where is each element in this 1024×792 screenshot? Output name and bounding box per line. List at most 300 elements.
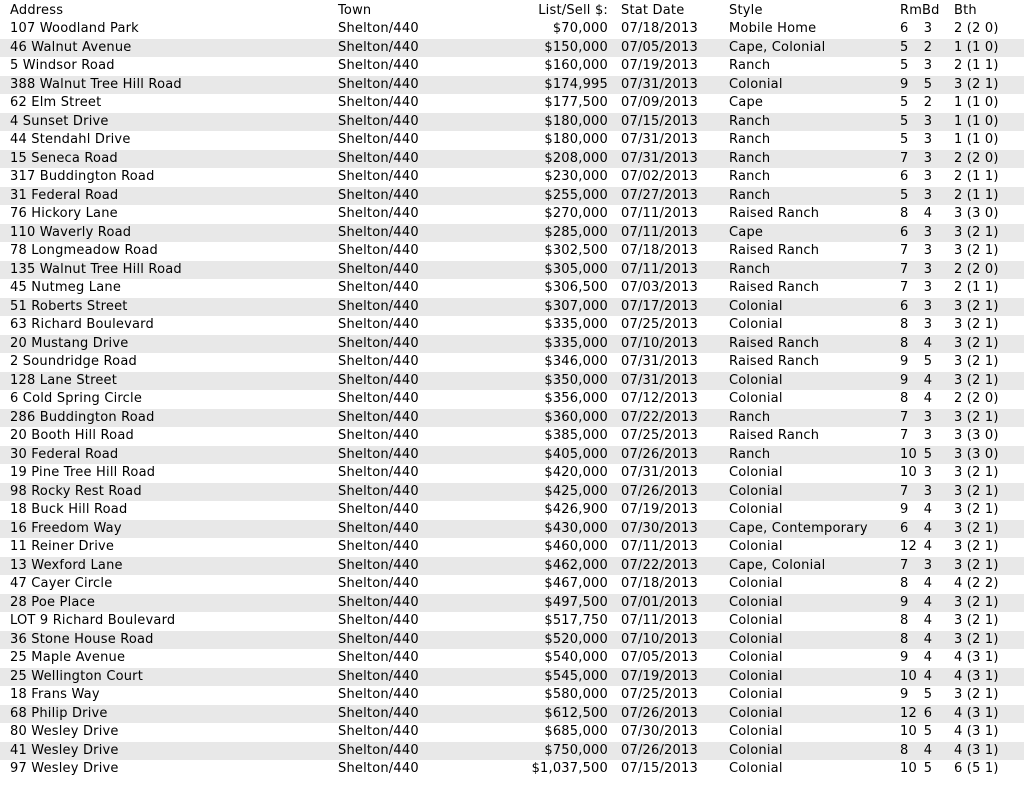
column-header-price: List/Sell $:: [538, 3, 608, 18]
cell-bedrooms: 5: [923, 724, 933, 739]
cell-date: 07/30/2013: [621, 724, 698, 739]
cell-baths: 3 (2 1): [954, 298, 999, 314]
cell-date: 07/18/2013: [621, 576, 698, 591]
cell-bedrooms: 5: [923, 354, 933, 369]
cell-date: 07/09/2013: [621, 95, 698, 110]
table-row: [0, 668, 1024, 687]
cell-bedrooms: 4: [923, 391, 933, 406]
cell-price: $174,995: [544, 76, 608, 92]
cell-date: 07/26/2013: [621, 742, 698, 758]
cell-price: $270,000: [544, 206, 608, 221]
table-row: [0, 594, 1024, 613]
cell-rooms: 8: [900, 391, 909, 406]
cell-address: 128 Lane Street: [10, 372, 118, 388]
cell-bedrooms: 4: [923, 372, 933, 388]
cell-bedrooms: 4: [923, 520, 933, 536]
table-row: [0, 113, 1024, 132]
cell-address: 11 Reiner Drive: [10, 539, 115, 554]
cell-baths: 3 (2 1): [954, 502, 999, 517]
table-row: [0, 742, 1024, 761]
cell-style: Colonial: [729, 650, 783, 665]
table-body: [0, 20, 1024, 779]
cell-date: 07/11/2013: [621, 539, 698, 554]
cell-date: 07/18/2013: [621, 243, 698, 258]
cell-style: Colonial: [729, 317, 783, 332]
table-row: [0, 723, 1024, 742]
cell-bedrooms: 4: [923, 742, 933, 758]
cell-style: Raised Ranch: [729, 206, 820, 221]
cell-price: $685,000: [544, 724, 608, 739]
cell-price: $360,000: [544, 409, 608, 425]
table-row: [0, 20, 1024, 39]
cell-bedrooms: 5: [923, 76, 933, 92]
cell-bedrooms: 3: [923, 243, 933, 258]
cell-bedrooms: 4: [923, 502, 933, 517]
cell-rooms: 10: [900, 668, 917, 684]
cell-price: $255,000: [544, 187, 608, 203]
cell-bedrooms: 3: [923, 150, 933, 166]
cell-bedrooms: 3: [923, 21, 933, 36]
cell-date: 07/15/2013: [621, 113, 698, 129]
table-row: [0, 409, 1024, 428]
cell-address: 28 Poe Place: [10, 594, 96, 610]
cell-town: Shelton/440: [338, 650, 419, 665]
table-row: [0, 57, 1024, 76]
cell-town: Shelton/440: [338, 132, 419, 147]
cell-date: 07/10/2013: [621, 335, 698, 351]
cell-style: Colonial: [729, 539, 783, 554]
cell-bedrooms: 2: [923, 39, 933, 55]
cell-address: 30 Federal Road: [10, 446, 119, 462]
cell-baths: 3 (3 0): [954, 446, 999, 462]
cell-date: 07/15/2013: [621, 761, 698, 776]
cell-bedrooms: 4: [923, 539, 933, 554]
cell-style: Ranch: [729, 58, 771, 73]
cell-price: $425,000: [544, 483, 608, 499]
cell-town: Shelton/440: [338, 58, 419, 73]
table-row: [0, 187, 1024, 206]
cell-style: Colonial: [729, 631, 783, 647]
cell-baths: 3 (3 0): [954, 428, 999, 443]
cell-town: Shelton/440: [338, 576, 419, 591]
cell-bedrooms: 6: [923, 705, 933, 721]
cell-bedrooms: 3: [923, 113, 933, 129]
cell-rooms: 12: [900, 705, 917, 721]
cell-rooms: 6: [900, 298, 909, 314]
cell-address: 44 Stendahl Drive: [10, 132, 131, 147]
cell-date: 07/12/2013: [621, 391, 698, 406]
cell-price: $545,000: [544, 668, 608, 684]
cell-date: 07/25/2013: [621, 428, 698, 443]
cell-rooms: 7: [900, 150, 909, 166]
table-row: [0, 76, 1024, 95]
cell-bedrooms: 3: [923, 428, 933, 443]
cell-town: Shelton/440: [338, 631, 419, 647]
cell-rooms: 6: [900, 21, 909, 36]
cell-town: Shelton/440: [338, 187, 419, 203]
cell-rooms: 8: [900, 317, 909, 332]
cell-baths: 2 (2 0): [954, 150, 999, 166]
cell-bedrooms: 5: [923, 446, 933, 462]
cell-address: 15 Seneca Road: [10, 150, 118, 166]
cell-bedrooms: 3: [923, 261, 933, 277]
cell-baths: 3 (2 1): [954, 557, 999, 573]
cell-baths: 3 (2 1): [954, 354, 999, 369]
cell-bedrooms: 3: [923, 298, 933, 314]
cell-style: Colonial: [729, 502, 783, 517]
cell-town: Shelton/440: [338, 428, 419, 443]
cell-bedrooms: 5: [923, 761, 933, 776]
cell-address: 16 Freedom Way: [10, 520, 122, 536]
cell-style: Colonial: [729, 687, 783, 702]
cell-bedrooms: 3: [923, 169, 933, 184]
cell-baths: 4 (3 1): [954, 724, 999, 739]
cell-date: 07/27/2013: [621, 187, 698, 203]
cell-town: Shelton/440: [338, 317, 419, 332]
cell-rooms: 5: [900, 132, 909, 147]
cell-baths: 3 (2 1): [954, 243, 999, 258]
cell-price: $430,000: [544, 520, 608, 536]
cell-baths: 2 (1 1): [954, 169, 999, 184]
cell-address: 76 Hickory Lane: [10, 206, 118, 221]
cell-bedrooms: 4: [923, 631, 933, 647]
cell-bedrooms: 4: [923, 576, 933, 591]
column-header-address: Address: [10, 3, 64, 18]
column-header-baths: Bth: [954, 3, 977, 18]
cell-town: Shelton/440: [338, 243, 419, 258]
cell-rooms: 5: [900, 113, 909, 129]
cell-bedrooms: 4: [923, 206, 933, 221]
table-row: [0, 464, 1024, 483]
cell-address: 20 Mustang Drive: [10, 335, 129, 351]
table-row: [0, 335, 1024, 354]
table-row: [0, 131, 1024, 150]
table-row: [0, 705, 1024, 724]
cell-rooms: 12: [900, 539, 917, 554]
cell-bedrooms: 3: [923, 132, 933, 147]
cell-baths: 1 (1 0): [954, 132, 999, 147]
cell-price: $467,000: [544, 576, 608, 591]
cell-town: Shelton/440: [338, 465, 419, 480]
cell-price: $177,500: [544, 95, 608, 110]
cell-address: 6 Cold Spring Circle: [10, 391, 143, 406]
cell-town: Shelton/440: [338, 613, 419, 628]
cell-price: $302,500: [544, 243, 608, 258]
cell-rooms: 5: [900, 95, 909, 110]
cell-address: 20 Booth Hill Road: [10, 428, 134, 443]
cell-style: Raised Ranch: [729, 335, 820, 351]
column-header-rooms: Rm: [900, 3, 923, 18]
cell-rooms: 10: [900, 761, 917, 776]
cell-style: Colonial: [729, 298, 783, 314]
cell-price: $285,000: [544, 224, 608, 240]
table-row: [0, 316, 1024, 335]
cell-style: Ranch: [729, 132, 771, 147]
table-row: [0, 649, 1024, 668]
cell-address: 286 Buddington Road: [10, 409, 155, 425]
table-row: [0, 427, 1024, 446]
cell-address: 78 Longmeadow Road: [10, 243, 158, 258]
cell-rooms: 9: [900, 650, 909, 665]
cell-baths: 3 (2 1): [954, 520, 999, 536]
cell-rooms: 7: [900, 428, 909, 443]
table-row: [0, 538, 1024, 557]
cell-style: Colonial: [729, 391, 783, 406]
cell-price: $420,000: [544, 465, 608, 480]
cell-town: Shelton/440: [338, 169, 419, 184]
cell-style: Ranch: [729, 113, 771, 129]
cell-date: 07/22/2013: [621, 557, 698, 573]
cell-date: 07/26/2013: [621, 705, 698, 721]
cell-price: $180,000: [544, 132, 608, 147]
cell-address: 31 Federal Road: [10, 187, 119, 203]
cell-town: Shelton/440: [338, 372, 419, 388]
cell-bedrooms: 3: [923, 187, 933, 203]
table-row: [0, 39, 1024, 58]
cell-town: Shelton/440: [338, 557, 419, 573]
cell-style: Colonial: [729, 668, 783, 684]
cell-style: Colonial: [729, 705, 783, 721]
cell-town: Shelton/440: [338, 724, 419, 739]
cell-town: Shelton/440: [338, 705, 419, 721]
cell-style: Mobile Home: [729, 21, 817, 36]
cell-style: Raised Ranch: [729, 280, 820, 295]
table-row: [0, 94, 1024, 113]
cell-price: $520,000: [544, 631, 608, 647]
cell-style: Colonial: [729, 724, 783, 739]
cell-date: 07/31/2013: [621, 76, 698, 92]
cell-town: Shelton/440: [338, 742, 419, 758]
cell-address: 4 Sunset Drive: [10, 113, 109, 129]
cell-price: $405,000: [544, 446, 608, 462]
cell-price: $346,000: [544, 354, 608, 369]
cell-price: $180,000: [544, 113, 608, 129]
cell-rooms: 10: [900, 446, 917, 462]
table-row: [0, 242, 1024, 261]
cell-address: 5 Windsor Road: [10, 58, 115, 73]
cell-baths: 3 (2 1): [954, 687, 999, 702]
cell-date: 07/25/2013: [621, 317, 698, 332]
cell-baths: 1 (1 0): [954, 39, 999, 55]
cell-style: Raised Ranch: [729, 243, 820, 258]
cell-price: $517,750: [544, 613, 608, 628]
cell-style: Colonial: [729, 761, 783, 776]
cell-bedrooms: 3: [923, 58, 933, 73]
cell-date: 07/10/2013: [621, 631, 698, 647]
cell-style: Colonial: [729, 76, 783, 92]
sales-report-table: [0, 2, 1024, 779]
table-row: [0, 298, 1024, 317]
cell-town: Shelton/440: [338, 298, 419, 314]
cell-baths: 4 (3 1): [954, 668, 999, 684]
cell-price: $350,000: [544, 372, 608, 388]
table-row: [0, 261, 1024, 280]
cell-town: Shelton/440: [338, 150, 419, 166]
cell-baths: 1 (1 0): [954, 95, 999, 110]
cell-baths: 3 (2 1): [954, 76, 999, 92]
cell-baths: 3 (2 1): [954, 372, 999, 388]
cell-style: Cape: [729, 95, 764, 110]
cell-style: Colonial: [729, 742, 783, 758]
cell-address: 317 Buddington Road: [10, 169, 155, 184]
cell-price: $160,000: [544, 58, 608, 73]
cell-date: 07/31/2013: [621, 372, 698, 388]
cell-bedrooms: 4: [923, 335, 933, 351]
cell-address: 62 Elm Street: [10, 95, 102, 110]
cell-price: $460,000: [544, 539, 608, 554]
cell-bedrooms: 3: [923, 224, 933, 240]
cell-baths: 4 (3 1): [954, 705, 999, 721]
cell-style: Ranch: [729, 169, 771, 184]
cell-address: 68 Philip Drive: [10, 705, 108, 721]
cell-style: Ranch: [729, 150, 771, 166]
cell-town: Shelton/440: [338, 391, 419, 406]
cell-town: Shelton/440: [338, 594, 419, 610]
cell-town: Shelton/440: [338, 21, 419, 36]
cell-rooms: 6: [900, 169, 909, 184]
table-row: [0, 205, 1024, 224]
cell-baths: 6 (5 1): [954, 761, 999, 776]
cell-rooms: 7: [900, 483, 909, 499]
cell-town: Shelton/440: [338, 335, 419, 351]
cell-baths: 3 (2 1): [954, 613, 999, 628]
cell-date: 07/31/2013: [621, 465, 698, 480]
cell-baths: 2 (2 0): [954, 261, 999, 277]
cell-rooms: 8: [900, 335, 909, 351]
cell-rooms: 7: [900, 409, 909, 425]
cell-address: 47 Cayer Circle: [10, 576, 113, 591]
cell-town: Shelton/440: [338, 39, 419, 55]
cell-date: 07/25/2013: [621, 687, 698, 702]
cell-style: Ranch: [729, 446, 771, 462]
cell-address: 18 Buck Hill Road: [10, 502, 128, 517]
cell-date: 07/30/2013: [621, 520, 698, 536]
table-row: [0, 501, 1024, 520]
cell-town: Shelton/440: [338, 206, 419, 221]
cell-style: Ranch: [729, 187, 771, 203]
table-row: [0, 150, 1024, 169]
cell-address: 80 Wesley Drive: [10, 724, 119, 739]
cell-town: Shelton/440: [338, 668, 419, 684]
cell-rooms: 8: [900, 742, 909, 758]
cell-address: 25 Maple Avenue: [10, 650, 126, 665]
cell-baths: 3 (2 1): [954, 409, 999, 425]
cell-style: Ranch: [729, 261, 771, 277]
cell-address: 135 Walnut Tree Hill Road: [10, 261, 182, 277]
cell-rooms: 9: [900, 594, 909, 610]
column-header-town: Town: [338, 3, 372, 18]
cell-town: Shelton/440: [338, 409, 419, 425]
cell-town: Shelton/440: [338, 76, 419, 92]
cell-price: $307,000: [544, 298, 608, 314]
cell-address: 97 Wesley Drive: [10, 761, 119, 776]
cell-date: 07/19/2013: [621, 502, 698, 517]
cell-style: Raised Ranch: [729, 354, 820, 369]
cell-price: $305,000: [544, 261, 608, 277]
cell-baths: 2 (2 0): [954, 21, 999, 36]
cell-address: 107 Woodland Park: [10, 21, 139, 36]
cell-town: Shelton/440: [338, 113, 419, 129]
cell-rooms: 5: [900, 187, 909, 203]
cell-price: $335,000: [544, 335, 608, 351]
cell-rooms: 10: [900, 724, 917, 739]
cell-date: 07/11/2013: [621, 224, 698, 240]
table-row: [0, 372, 1024, 391]
cell-address: LOT 9 Richard Boulevard: [10, 613, 176, 628]
cell-town: Shelton/440: [338, 502, 419, 517]
cell-price: $497,500: [544, 594, 608, 610]
table-row: [0, 483, 1024, 502]
cell-rooms: 6: [900, 520, 909, 536]
cell-rooms: 9: [900, 354, 909, 369]
cell-price: $750,000: [544, 742, 608, 758]
column-header-bedrooms: Bd: [922, 3, 940, 18]
cell-date: 07/22/2013: [621, 409, 698, 425]
column-header-date: Stat Date: [621, 3, 685, 18]
cell-bedrooms: 3: [923, 317, 933, 332]
cell-rooms: 7: [900, 243, 909, 258]
cell-address: 45 Nutmeg Lane: [10, 280, 122, 295]
cell-baths: 2 (1 1): [954, 187, 999, 203]
cell-date: 07/26/2013: [621, 483, 698, 499]
cell-address: 36 Stone House Road: [10, 631, 154, 647]
cell-address: 51 Roberts Street: [10, 298, 128, 314]
cell-rooms: 9: [900, 687, 909, 702]
cell-baths: 3 (2 1): [954, 335, 999, 351]
cell-price: $540,000: [544, 650, 608, 665]
cell-bedrooms: 3: [923, 557, 933, 573]
cell-rooms: 7: [900, 280, 909, 295]
table-row: [0, 686, 1024, 705]
cell-bedrooms: 3: [923, 409, 933, 425]
cell-town: Shelton/440: [338, 761, 419, 776]
cell-rooms: 8: [900, 576, 909, 591]
cell-rooms: 9: [900, 76, 909, 92]
cell-style: Colonial: [729, 613, 783, 628]
table-row: [0, 446, 1024, 465]
cell-address: 2 Soundridge Road: [10, 354, 137, 369]
cell-baths: 3 (2 1): [954, 539, 999, 554]
cell-town: Shelton/440: [338, 224, 419, 240]
cell-date: 07/17/2013: [621, 298, 698, 314]
cell-price: $356,000: [544, 391, 608, 406]
cell-address: 110 Waverly Road: [10, 224, 132, 240]
cell-address: 98 Rocky Rest Road: [10, 483, 142, 499]
cell-bedrooms: 3: [923, 280, 933, 295]
table-row: [0, 224, 1024, 243]
cell-address: 388 Walnut Tree Hill Road: [10, 76, 182, 92]
cell-style: Colonial: [729, 372, 783, 388]
cell-rooms: 9: [900, 372, 909, 388]
cell-town: Shelton/440: [338, 687, 419, 702]
cell-price: $1,037,500: [531, 761, 608, 776]
cell-date: 07/19/2013: [621, 58, 698, 73]
cell-baths: 4 (3 1): [954, 650, 999, 665]
cell-town: Shelton/440: [338, 95, 419, 110]
cell-date: 07/11/2013: [621, 206, 698, 221]
cell-style: Colonial: [729, 576, 783, 591]
cell-baths: 3 (2 1): [954, 483, 999, 499]
table-row: [0, 612, 1024, 631]
table-row: [0, 760, 1024, 779]
cell-town: Shelton/440: [338, 539, 419, 554]
table-row: [0, 168, 1024, 187]
cell-baths: 1 (1 0): [954, 113, 999, 129]
cell-style: Colonial: [729, 465, 783, 480]
cell-date: 07/02/2013: [621, 169, 698, 184]
cell-rooms: 10: [900, 465, 917, 480]
cell-baths: 2 (1 1): [954, 58, 999, 73]
